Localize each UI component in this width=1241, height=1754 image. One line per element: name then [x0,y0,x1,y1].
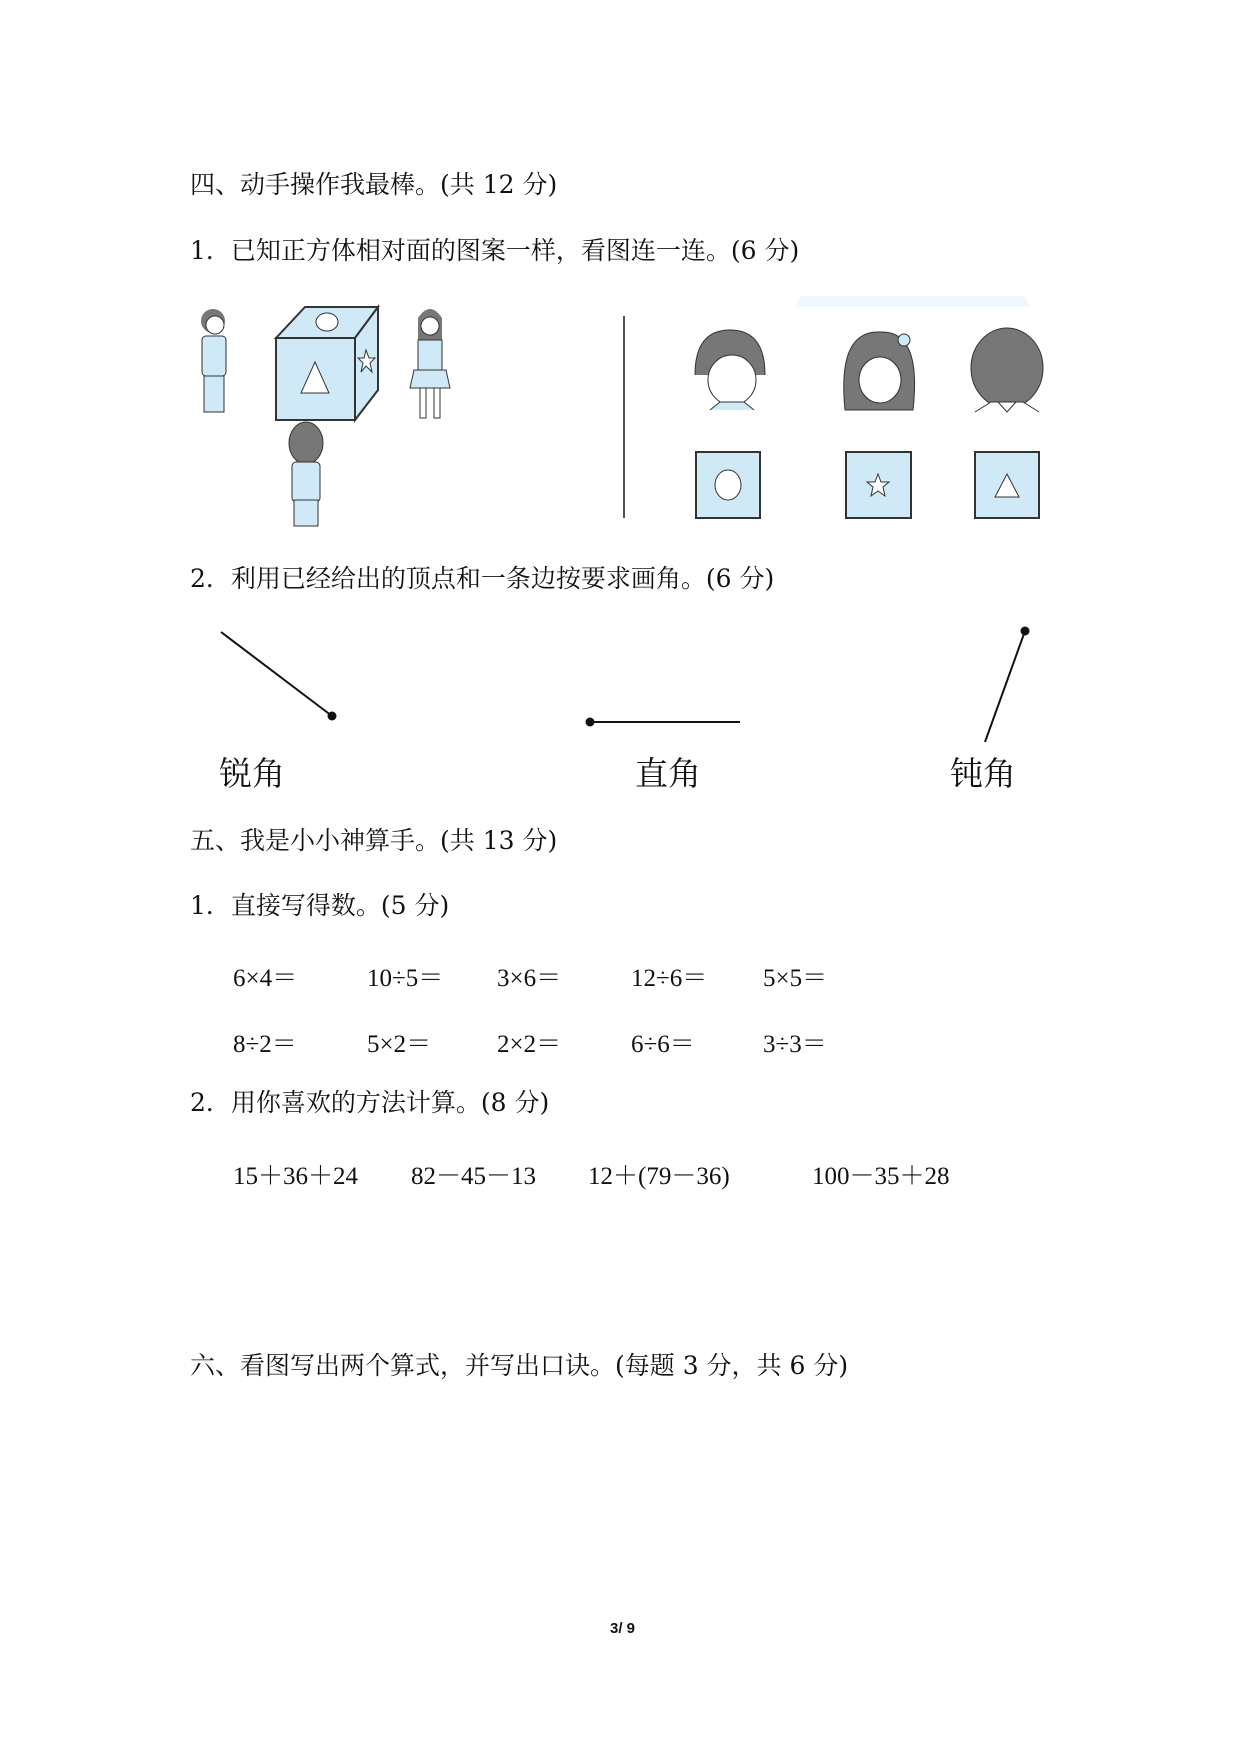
calc-item: 8÷2＝ [233,1031,297,1058]
section-5-title: 五、我是小小神算手。(共 13 分) [190,826,558,855]
calc-item: 6×4＝ [233,965,298,992]
expression: 82－45－13 [411,1163,537,1190]
boy-back-head [971,328,1043,412]
boy-left [201,309,226,412]
angle-right-start [586,718,741,727]
calc-item: 3×6＝ [497,965,562,992]
label-acute: 锐角 [219,754,285,793]
question-5-2: 2．用你喜欢的方法计算。(8 分) [190,1088,550,1117]
calc-item: 12÷6＝ [631,965,708,992]
expression: 100－35＋28 [812,1163,950,1190]
circle-icon [316,313,338,331]
boy-face [695,330,765,410]
calc-item: 5×2＝ [367,1031,432,1058]
calc-item: 3÷3＝ [763,1031,827,1058]
calc-item: 10÷5＝ [367,965,444,992]
expression: 15＋36＋24 [233,1163,359,1190]
cube-figure [276,307,378,420]
question-5-1: 1．直接写得数。(5 分) [190,891,450,920]
page-number: 3/ 9 [610,1620,636,1637]
label-obtuse: 钝角 [950,754,1016,793]
calc-item: 6÷6＝ [631,1031,695,1058]
question-4-2: 2．利用已经给出的顶点和一条边按要求画角。(6 分) [190,564,775,593]
watermark [795,296,1030,307]
section-6-title: 六、看图写出两个算式，并写出口诀。(每题 3 分，共 6 分) [190,1351,849,1380]
girl-right [410,309,450,418]
question-4-1: 1．已知正方体相对面的图案一样，看图连一连。(6 分) [190,236,800,265]
boy-back [289,422,323,526]
card-triangle [975,452,1039,518]
angle-obtuse-start [985,627,1030,743]
girl-face [844,332,915,410]
calc-item: 5×5＝ [763,965,828,992]
section-4-title: 四、动手操作我最棒。(共 12 分) [190,170,558,199]
label-right: 直角 [635,754,701,793]
calc-item: 2×2＝ [497,1031,562,1058]
expression: 12＋(79－36) [588,1163,730,1190]
angle-acute-start [221,632,337,721]
card-circle [696,452,760,518]
card-star [846,452,911,518]
